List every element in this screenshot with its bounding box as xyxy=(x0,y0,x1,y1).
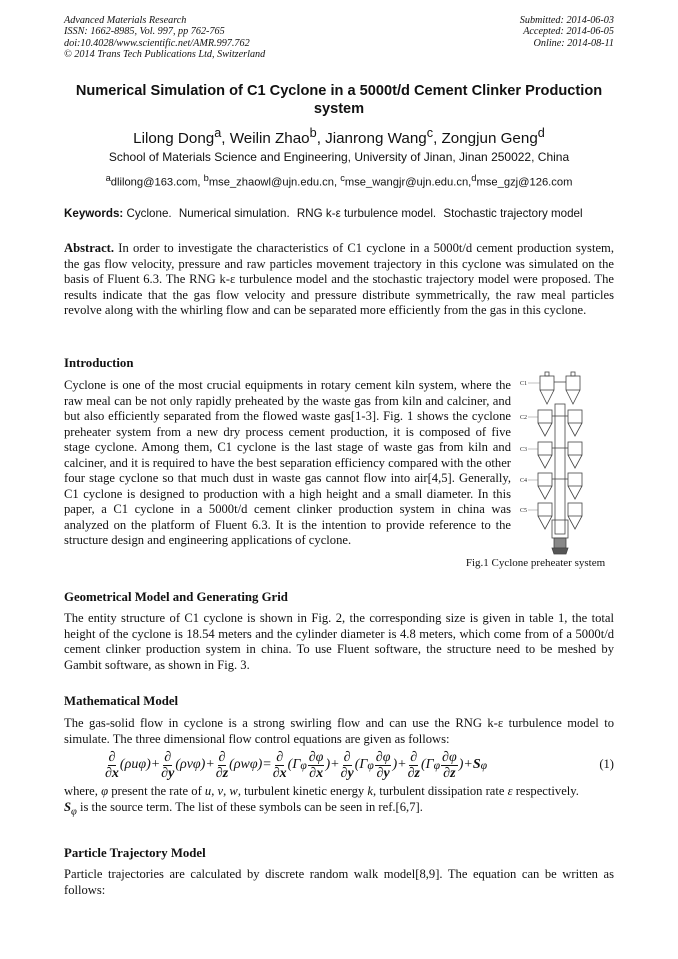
author-name: Weilin Zhao xyxy=(229,130,310,148)
submitted-date: Submitted: 2014-06-03 xyxy=(519,15,614,26)
email-sup: c xyxy=(340,173,345,183)
abstract-label: Abstract. xyxy=(64,241,115,255)
abstract-text: In order to investigate the characteristics of C1 cyclone in a 5000t/d cement production system, the gas flow velocity, pressure and raw particles movement trajectory in this cyclone was simulated on the basis of Fluent 6.3. The RNG k-ε turbulence model and the stochastic trajectory model were proposed. The results indicate that the gas flow velocity and pressure distribute symmetrically, the raw meal particles revolve along with the whirling flow and can be separated more efficiently from the gas in this cyclone. xyxy=(64,241,614,317)
geometrical-text: The entity structure of C1 cyclone is shown in Fig. 2, the corresponding size is given in table 1, the total height of the cyclone is 18.54 meters and the cylinder diameter is 4.8 meters, which come from of a 5000t/d cement clinker production system in china. To use Fluent software, the structure need to be meshed by Gambit software, as shown in Fig. 3. xyxy=(64,611,614,672)
affiliation: School of Materials Science and Engineering, University of Jinan, Jinan 250022, China xyxy=(108,150,570,164)
geometrical-heading: Geometrical Model and Generating Grid xyxy=(64,590,288,604)
dates-info xyxy=(520,15,614,49)
email-sup: a xyxy=(105,173,111,183)
figure-label-c5: C5 xyxy=(520,508,528,514)
cyclone-preheater-figure xyxy=(518,370,618,560)
author-sup: c xyxy=(426,126,434,140)
journal-name: Advanced Materials Research xyxy=(64,15,187,26)
equation-number: (1) xyxy=(599,757,614,771)
abstract xyxy=(64,241,614,319)
copyright-line: © 2014 Trans Tech Publications Ltd, Switzerland xyxy=(64,48,266,60)
keywords-label: Keywords: xyxy=(64,207,124,220)
keyword: RNG k-ε turbulence model. xyxy=(296,207,437,220)
email-sup: d xyxy=(471,173,477,183)
figure-label-c1: C1 xyxy=(520,381,528,387)
figure-caption: Fig.1 Cyclone preheater system xyxy=(465,557,606,569)
introduction-text: Cyclone is one of the most crucial equipments in rotary cement kiln system, where the raw meal can be not only rapidly preheated by the waste gas from kiln and calciner, and but also efficiently separated from the flowed waste gas[1-3]. Fig. 1 shows the cyclone preheater system from a new dry process cement production, it is composed of five stage cyclone. Among them, C1 cyclone is the last stage of waste gas from kiln and calciner, and it is required to have the best separation efficiency compared with the other four stage cyclone so that much dust in waste gas cannot flow into air[4,5]. Generally, C1 cyclone is designed to production with a high height and a small diameter. In this paper, a C1 cyclone in a 5000t/d cement clinker production system in china was analyzed on the platform of Fluent 6.3. It is the intention to provide reference to the structure design and engineering applications of cyclone. xyxy=(64,378,511,547)
email-list xyxy=(64,171,614,191)
doi-line: doi:10.4028/www.scientific.net/AMR.997.762 xyxy=(64,37,250,49)
email-link[interactable]: mse_gzj@126.com xyxy=(476,176,573,189)
email-sup: b xyxy=(203,173,209,183)
mathematical-text: The gas-solid flow in cyclone is a strong swirling flow and can use the RNG k-ε turbulence model to simulate. The three dimensional flow control equations are given as follows: xyxy=(64,716,614,746)
author-sup: a xyxy=(214,126,222,140)
keyword: Cyclone. xyxy=(126,207,172,220)
email-link[interactable]: mse_wangjr@ujn.edu.cn, xyxy=(344,176,472,189)
accepted-date: Accepted: 2014-06-05 xyxy=(523,26,614,38)
keyword: Numerical simulation. xyxy=(178,207,290,220)
author-name: Jianrong Wang xyxy=(325,130,427,148)
author-list: Lilong Dong$^a$, Weilin Zhao$^b$, Jianrong Wang$^c$, Zongjun Geng$^d$ xyxy=(133,126,545,148)
mathematical-heading: Mathematical Model xyxy=(64,694,179,708)
author-name: Zongjun Geng xyxy=(441,130,538,148)
author-sup: b xyxy=(309,126,317,140)
author-sup: d xyxy=(537,126,545,140)
email-link[interactable]: dlilong@163.com, xyxy=(110,176,201,189)
journal-info xyxy=(64,15,265,60)
figure-label-c3: C3 xyxy=(520,447,528,453)
figure-label-c4: C4 xyxy=(520,478,528,484)
particle-heading: Particle Trajectory Model xyxy=(64,846,206,860)
where-text: where, φ present the rate of u, v, w, turbulent kinetic energy k, turbulent dissipation rate ε respectively. $S_\varphi$ is the source term. The list of these symbols can be seen in ref.[6,7]. xyxy=(64,784,579,818)
keyword: Stochastic trajectory model xyxy=(443,207,583,220)
author-name: Lilong Dong xyxy=(133,130,215,148)
paper-title: Numerical Simulation of C1 Cyclone in a 5000t/d Cement Clinker Production system xyxy=(75,83,603,117)
issn-line: ISSN: 1662-8985, Vol. 997, pp 762-765 xyxy=(64,26,225,38)
equation-1: $\frac{\partial}{\partial x}$ ( ρuφ )+ $\frac{\partial}{\partial y}$ ( ρvφ )+ $\frac{\partial}{\partial z}$ ( ρwφ )= $\frac{\partial}{\partial x}$ (Γ φ $\frac{\partial\varphi}{\partial x}$ )+ $\frac{\partial}{\partial y}$ (Γ φ $\frac{\partial\varphi}{\partial y}$ )+ $\frac{\partial}{\partial z}$ (Γ φ $\frac{\partial\varphi}{\partial z}$ )+ S φ xyxy=(105,749,488,781)
particle-text: Particle trajectories are calculated by discrete random walk model[8,9]. The equation can be written as follows: xyxy=(64,867,614,897)
online-date: Online: 2014-08-11 xyxy=(533,37,614,49)
introduction-heading: Introduction xyxy=(64,356,134,370)
email-link[interactable]: mse_zhaowl@ujn.edu.cn, xyxy=(208,176,338,189)
keywords xyxy=(64,206,624,221)
figure-label-c2: C2 xyxy=(520,415,528,421)
